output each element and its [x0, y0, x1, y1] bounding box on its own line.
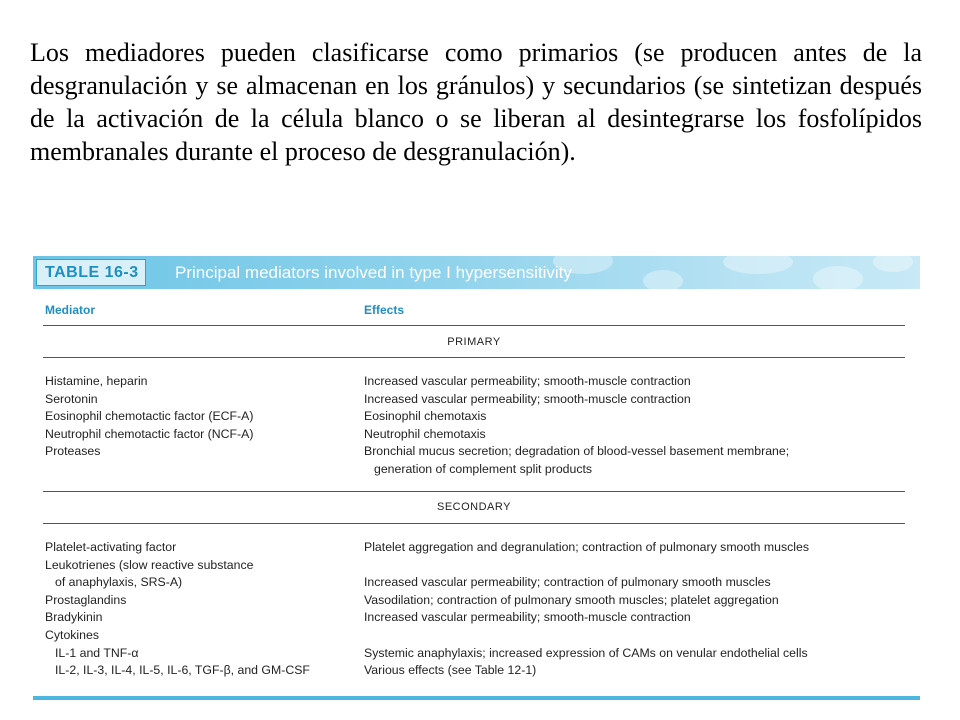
table-row	[33, 627, 920, 645]
effect-cell: Vasodilation; contraction of pulmonary smooth muscles; platelet aggregation	[364, 592, 779, 607]
effect-cell: Systemic anaphylaxis; increased expression of CAMs on venular endothelial cells	[364, 645, 808, 660]
table-row	[33, 408, 920, 426]
divider	[43, 491, 905, 492]
effect-cell: Various effects (see Table 12-1)	[364, 663, 537, 678]
mediator-cell: Bradykinin	[45, 610, 103, 625]
table-bottom-bar	[33, 696, 920, 700]
secondary-rows	[33, 539, 920, 680]
divider	[43, 523, 905, 524]
primary-section-title: PRIMARY	[447, 336, 501, 348]
mediator-cell: Proteases	[45, 444, 101, 459]
table-banner	[33, 256, 920, 289]
effect-cell: Increased vascular permeability; contraction of pulmonary smooth muscles	[364, 575, 771, 590]
mediator-cell: Serotonin	[45, 391, 98, 406]
effect-cell: Eosinophil chemotaxis	[364, 409, 487, 424]
effects-column-header: Effects	[364, 303, 405, 317]
intro-paragraph: Los mediadores pueden clasificarse como primarios (se producen antes de la desgranulación y se almacenan en los gránulos) y secundarios (se sintetizan después de la activación de la célula blanco o se liberan al desintegrarse los fosfolípidos membranales durante el proceso de desgranulación).	[30, 38, 922, 166]
table-row	[33, 539, 920, 557]
effect-cell: Neutrophil chemotaxis	[364, 426, 486, 441]
mediator-cell: Leukotrienes (slow reactive substance	[45, 557, 254, 572]
table-row	[33, 662, 920, 680]
mediator-column-header: Mediator	[45, 303, 96, 317]
mediator-cell: Cytokines	[45, 627, 99, 642]
table-row	[33, 443, 920, 461]
mediator-cell: Prostaglandins	[45, 592, 127, 607]
mediator-cell: of anaphylaxis, SRS-A)	[55, 575, 183, 590]
divider	[43, 357, 905, 358]
effect-cell: Platelet aggregation and degranulation; contraction of pulmonary smooth muscles	[364, 540, 810, 554]
secondary-section-title: SECONDARY	[437, 501, 511, 513]
effect-cell: Bronchial mucus secretion; degradation of blood-vessel basement membrane;	[364, 444, 790, 459]
mediator-cell: Platelet-activating factor	[45, 540, 177, 554]
table-number-label: TABLE 16-3	[36, 259, 146, 286]
table-row	[33, 592, 920, 610]
mediator-cell: IL-2, IL-3, IL-4, IL-5, IL-6, TGF-β, and GM-CSF	[55, 663, 310, 678]
effect-cell: Increased vascular permeability; smooth-muscle contraction	[364, 374, 691, 388]
table-row	[33, 461, 920, 479]
effect-cell: generation of complement split products	[374, 461, 593, 476]
mediator-cell: Neutrophil chemotactic factor (NCF-A)	[45, 426, 254, 441]
table-row	[33, 391, 920, 409]
table-row	[33, 645, 920, 663]
table-caption: Principal mediators involved in type I hypersensitivity	[175, 263, 572, 282]
table-row	[33, 574, 920, 592]
mediator-cell: IL-1 and TNF-α	[55, 645, 139, 660]
mediator-cell: Eosinophil chemotactic factor (ECF-A)	[45, 409, 254, 424]
table-row	[33, 373, 920, 391]
table-row	[33, 557, 920, 575]
effect-cell: Increased vascular permeability; smooth-muscle contraction	[364, 610, 691, 625]
primary-rows	[33, 373, 920, 479]
table-row	[33, 609, 920, 627]
table-row	[33, 426, 920, 444]
mediator-cell: Histamine, heparin	[45, 374, 148, 388]
divider	[43, 325, 905, 326]
mediators-table	[33, 256, 920, 706]
effect-cell: Increased vascular permeability; smooth-muscle contraction	[364, 391, 691, 406]
